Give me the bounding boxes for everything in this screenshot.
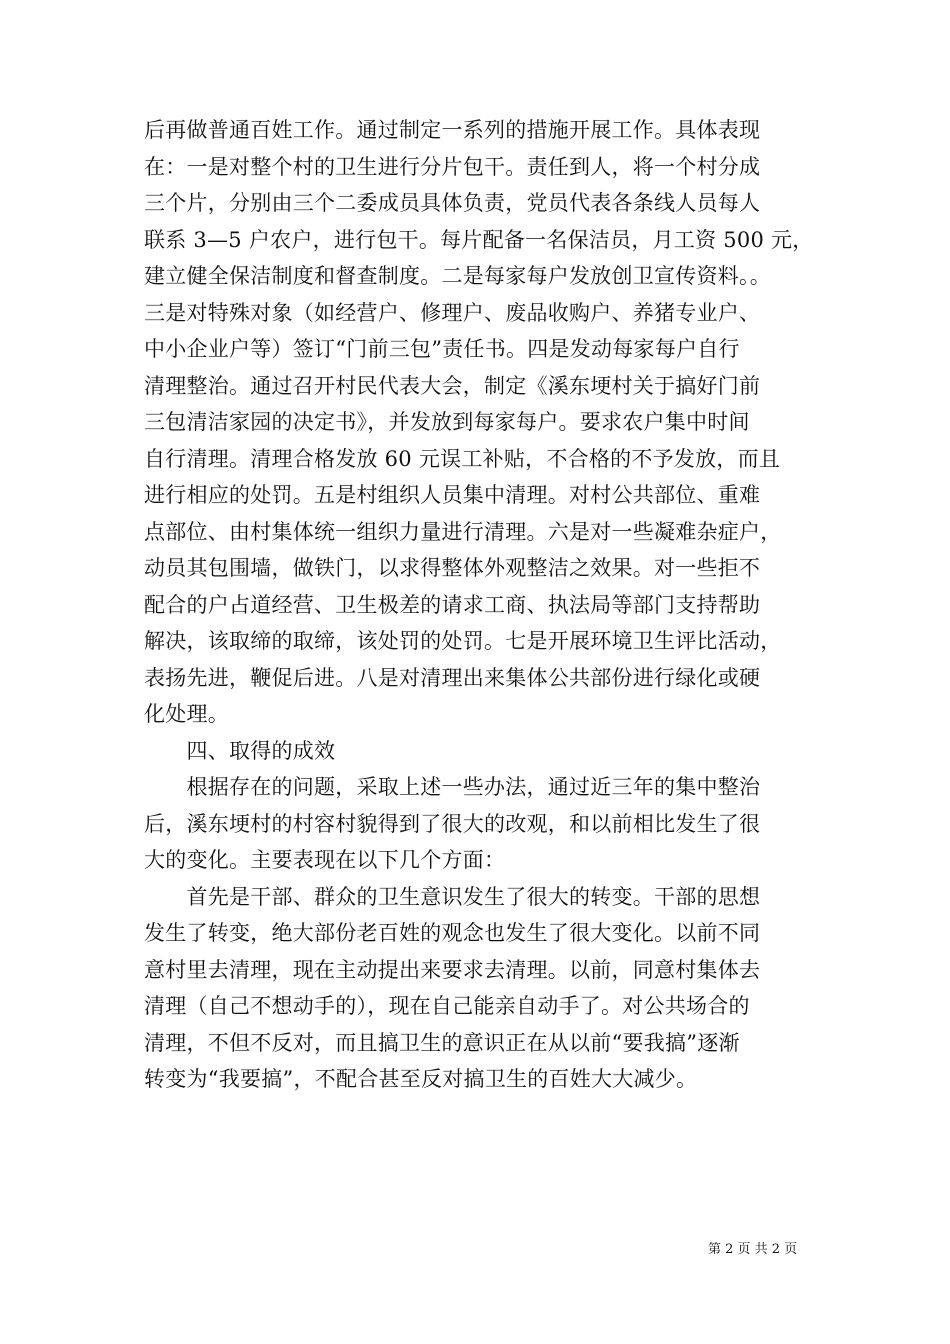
text-line: 三包清洁家园的决定书》，并发放到每家每户。要求农户集中时间 — [144, 410, 750, 434]
text-line: 发生了转变，绝大部份老百姓的观念也发生了很大变化。以前不同 — [144, 921, 761, 945]
text-line: 动员其包围墙，做铁门，以求得整体外观整洁之效果。对一些拒不 — [144, 556, 761, 580]
text-line: 三个片，分别由三个二委成员具体负责，党员代表各条线人员每人 — [144, 191, 761, 215]
text-line: 解决，该取缔的取缔，该处罚的处罚。七是开展环境卫生评比活动， — [144, 629, 782, 653]
text-line: 进行相应的处罚。五是村组织人员集中清理。对村公共部位、重难 — [144, 483, 761, 507]
text-line: 三是对特殊对象（如经营户、修理户、废品收购户、养猪专业户、 — [144, 300, 761, 325]
section-heading: 四、取得的成效 — [144, 738, 336, 763]
text-line: 清理（自己不想动手的），现在自己能亲自动手了。对公共场合的 — [144, 994, 750, 1018]
text-line: 意村里去清理，现在主动提出来要求去清理。以前，同意村集体去 — [144, 957, 761, 982]
text-line: 建立健全保洁制度和督查制度。二是每家每户发放创卫宣传资料。。 — [144, 264, 771, 288]
text-line: 后，溪东埂村的村容村貌得到了很大的改观，和以前相比发生了很 — [144, 811, 761, 836]
text-line: 在：一是对整个村的卫生进行分片包干。责任到人，将一个村分成 — [144, 154, 761, 179]
text-line: 清理整治。通过召开村民代表大会，制定《溪东埂村关于搞好门前 — [144, 373, 761, 398]
text-line: 清理，不但不反对，而且搞卫生的意识正在从以前“要我搞”逐渐 — [144, 1030, 740, 1055]
text-line: 表扬先进，鞭促后进。八是对清理出来集体公共部份进行绿化或硬 — [144, 665, 761, 690]
text-line: 首先是干部、群众的卫生意识发生了很大的转变。干部的思想 — [144, 884, 761, 909]
text-line: 大的变化。主要表现在以下几个方面： — [144, 848, 506, 872]
document-body — [144, 112, 814, 1098]
text-line: 后再做普通百姓工作。通过制定一系列的措施开展工作。具体表现 — [144, 118, 761, 142]
text-line: 自行清理。清理合格发放 60 元误工补贴，不合格的不予发放，而且 — [144, 446, 781, 471]
text-line: 根据存在的问题，采取上述一些办法，通过近三年的集中整治 — [144, 775, 761, 799]
page-number-footer: 第 2 页 共 2 页 — [708, 1242, 798, 1257]
text-line: 点部位、由村集体统一组织力量进行清理。六是对一些凝难杂症户， — [144, 519, 782, 544]
text-line: 中小企业户等）签订“门前三包”责任书。四是发动每家每户自行 — [144, 337, 740, 361]
text-line: 转变为“我要搞”，不配合甚至反对搞卫生的百姓大大减少。 — [144, 1067, 698, 1091]
text-line: 化处理。 — [144, 702, 229, 726]
text-line: 配合的户占道经营、卫生极差的请求工商、执法局等部门支持帮助 — [144, 592, 761, 617]
text-line: 联系 3—5 户农户，进行包干。每片配备一名保洁员，月工资 500 元， — [144, 227, 814, 252]
